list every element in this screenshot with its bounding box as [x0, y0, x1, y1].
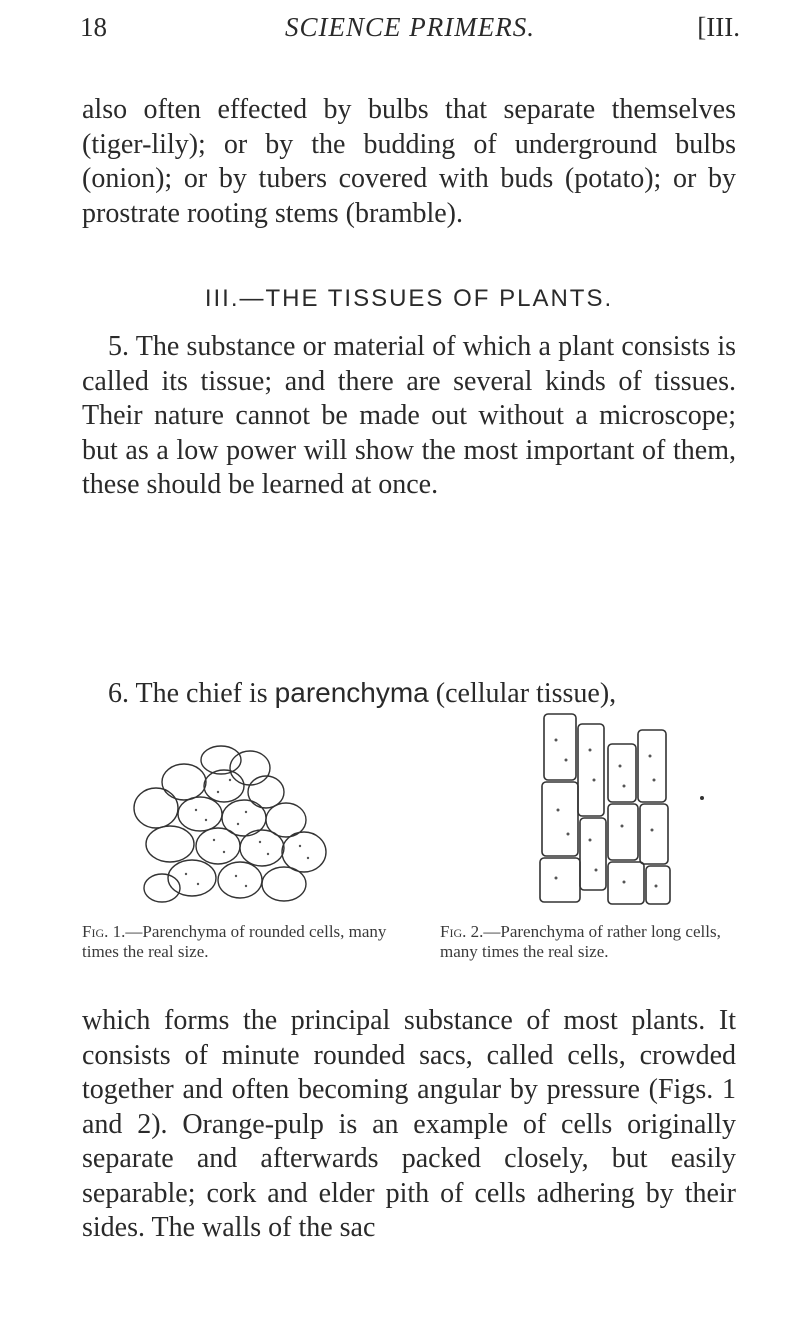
paragraph-5-text: 5. The substance or material of which a plant consists is called its tissue; and there are several kinds of tissues. Their nature cannot be made out without a microscope; but as a low power will show the most important of them, these should be learned at once. — [82, 331, 736, 500]
figure-2-caption-text: —Parenchyma of rather long cells, many times the real size. — [440, 922, 721, 961]
cell — [178, 797, 222, 831]
cell — [162, 764, 206, 800]
cell — [144, 874, 180, 902]
page-number: 18 — [80, 12, 107, 42]
cell — [240, 830, 284, 866]
cell — [544, 714, 576, 780]
figure-1-label: Fig. 1. — [82, 922, 126, 941]
paragraph-5 — [82, 330, 736, 503]
figure-rounded-cells — [126, 740, 376, 910]
section-heading: III.—THE TISSUES OF PLANTS. — [204, 285, 614, 312]
cell — [262, 867, 306, 901]
figure-2-label: Fig. 2. — [440, 922, 484, 941]
cell — [540, 858, 580, 902]
cell — [218, 862, 262, 898]
cell — [580, 818, 606, 890]
cell — [608, 804, 638, 860]
cell — [248, 776, 284, 808]
cell — [282, 832, 326, 872]
figure-2-caption — [440, 922, 754, 962]
cell — [638, 730, 666, 802]
paragraph-6-rest: (cellular tissue), — [435, 678, 617, 709]
paragraph-top-text: also often effected by bulbs that separate themselves (tiger-lily); or by the budding of underground bulbs (onion); or by tubers covered with buds (potato); or by prostrate rooting stems (bramble). — [82, 94, 736, 229]
cell — [146, 826, 194, 862]
term-parenchyma: parenchyma — [274, 677, 429, 708]
figure-long-cells — [528, 710, 708, 910]
chapter-reference: [III. — [697, 12, 740, 42]
paragraph-6 — [82, 676, 736, 712]
figure-1-caption-text: —Parenchyma of rounded cells, many times the real size. — [82, 922, 387, 961]
cell — [640, 804, 668, 864]
page-header — [80, 12, 740, 52]
cell — [542, 782, 578, 856]
paragraph-top — [82, 93, 736, 231]
figure-1-caption — [82, 922, 400, 962]
cell — [608, 744, 636, 802]
paragraph-6-text — [82, 676, 736, 712]
cell — [196, 828, 240, 864]
cell — [608, 862, 644, 904]
cell — [134, 788, 178, 828]
cell — [646, 866, 670, 904]
cell — [578, 724, 604, 816]
cell — [204, 770, 244, 802]
cell — [230, 751, 270, 785]
running-title: SCIENCE PRIMERS. — [285, 12, 535, 42]
paragraph-6-lead: 6. The chief is — [108, 678, 268, 709]
paragraph-bottom-text: which forms the principal substance of most plants. It consists of minute rounded sacs, called cells, crowded together and often becoming angular by pressure (Figs. 1 and 2). Orange-pulp is an example of cells originally separate and afterwards packed closely, but easily separable; cork and elder pith of cells adhering by their sides. The walls of the sac — [82, 1005, 736, 1243]
paragraph-bottom — [82, 1004, 736, 1246]
